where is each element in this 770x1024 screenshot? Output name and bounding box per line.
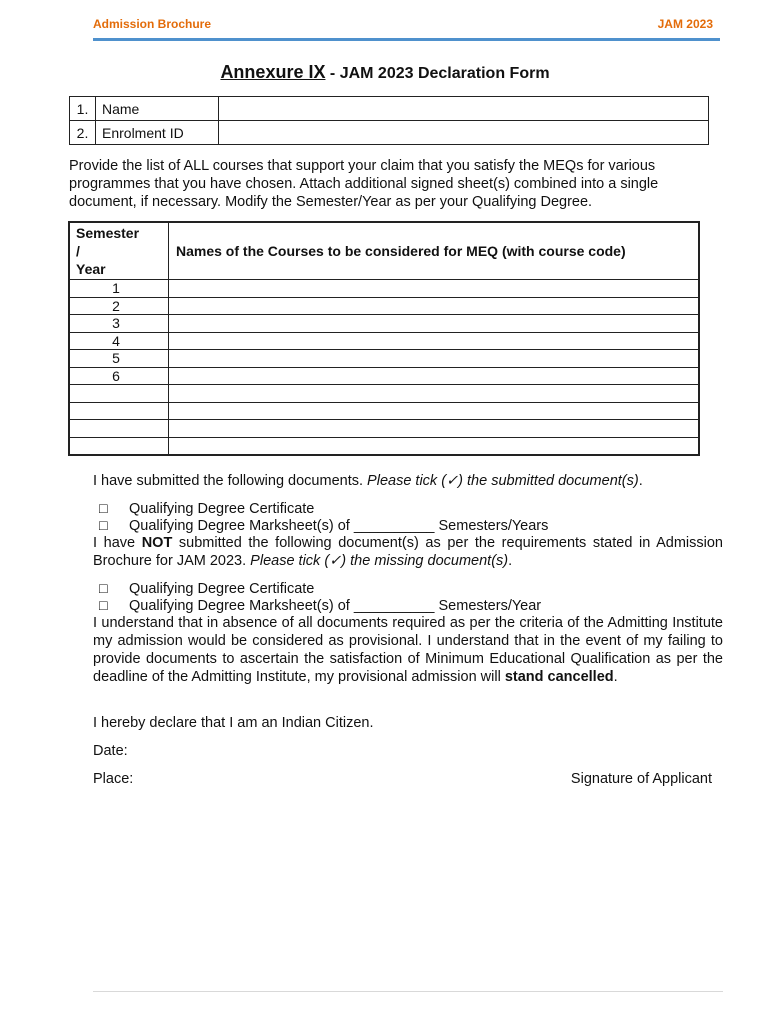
course-cell[interactable]: [169, 437, 700, 455]
course-cell[interactable]: [169, 315, 700, 333]
checkbox-icon[interactable]: □: [99, 581, 108, 597]
table-header-row: [69, 222, 699, 280]
name-field[interactable]: [219, 97, 709, 121]
place-label: Place:: [93, 771, 134, 787]
meq-courses-table: [68, 221, 700, 456]
not-submitted-statement: [93, 534, 723, 570]
course-cell[interactable]: [169, 367, 700, 385]
submitted-instruction: Please tick (✓) the submitted document(s): [367, 473, 639, 489]
identity-table: [69, 96, 709, 145]
table-row: [69, 350, 699, 368]
semester-cell[interactable]: [69, 402, 169, 420]
checkbox-icon[interactable]: □: [99, 501, 108, 517]
course-cell[interactable]: [169, 350, 700, 368]
semester-cell: 2: [69, 297, 169, 315]
checkbox-label: Qualifying Degree Marksheet(s) of __________ Semesters/Year: [129, 598, 542, 614]
header-rule: [93, 38, 720, 41]
understand-end: .: [613, 669, 618, 685]
table-row: [69, 332, 699, 350]
checkbox-icon[interactable]: □: [99, 598, 108, 614]
header-right-text: JAM 2023: [657, 17, 713, 31]
semester-year-header: [69, 222, 169, 280]
checkbox-icon[interactable]: □: [99, 518, 108, 534]
footer-rule: [93, 991, 723, 992]
semester-cell[interactable]: [69, 385, 169, 403]
table-row: [70, 97, 709, 121]
checkbox-item[interactable]: [99, 518, 548, 535]
not-emphasis: NOT: [141, 535, 173, 551]
not-submitted-instruction: Please tick (✓) the missing document(s): [250, 553, 509, 569]
submitted-statement: [93, 472, 723, 490]
course-cell[interactable]: [169, 420, 700, 438]
title-dash: -: [325, 65, 340, 82]
enrolment-id-field[interactable]: [219, 121, 709, 145]
course-cell[interactable]: [169, 385, 700, 403]
enrolment-id-label: Enrolment ID: [96, 121, 219, 145]
checkbox-item[interactable]: [99, 501, 314, 518]
course-cell[interactable]: [169, 297, 700, 315]
table-row: [69, 385, 699, 403]
submitted-lead: I have submitted the following documents.: [93, 473, 368, 489]
not-submitted-end: .: [508, 553, 513, 569]
table-row: [70, 121, 709, 145]
semester-cell: 6: [69, 367, 169, 385]
checkbox-label: Qualifying Degree Certificate: [129, 501, 315, 517]
semester-cell[interactable]: [69, 420, 169, 438]
table-row: [69, 315, 699, 333]
semester-cell: 3: [69, 315, 169, 333]
checkbox-item[interactable]: [99, 598, 541, 615]
course-cell[interactable]: [169, 280, 700, 298]
date-label: Date:: [93, 743, 128, 759]
page-header: [93, 14, 720, 38]
title-rest: JAM 2023 Declaration Form: [339, 65, 550, 82]
not-submitted-middle: submitted the following document(s) as per the requirements stated in Admission Brochure for JAM 2023.: [93, 535, 723, 569]
title-annexure: Annexure IX: [220, 62, 326, 82]
semester-cell: 5: [69, 350, 169, 368]
course-cell[interactable]: [169, 402, 700, 420]
header-line: Year: [76, 261, 106, 277]
header-line: /: [76, 243, 80, 259]
table-row: [69, 420, 699, 438]
row-number: 1.: [70, 97, 96, 121]
course-names-header: Names of the Courses to be considered for MEQ (with course code): [169, 222, 700, 280]
stand-cancelled-emphasis: stand cancelled: [504, 669, 614, 685]
not-submitted-lead: I have: [93, 535, 142, 551]
page-title: [0, 62, 770, 83]
citizen-declaration: I hereby declare that I am an Indian Citizen.: [93, 715, 374, 731]
table-row: [69, 402, 699, 420]
header-line: Semester: [76, 225, 140, 241]
table-row: [69, 367, 699, 385]
understand-text: I understand that in absence of all documents required as per the criteria of the Admitting Institute my admission would be considered as provisional. I understand that in the event of my failing to provide documents to ascertain the satisfaction of Minimum Educational Qualification as per the deadline of the Admitting Institute, my provisional admission will: [93, 615, 723, 685]
table-row: [69, 437, 699, 455]
checkbox-label: Qualifying Degree Marksheet(s) of __________ Semesters/Years: [129, 518, 549, 534]
table-row: [69, 280, 699, 298]
semester-cell: 1: [69, 280, 169, 298]
table-row: [69, 297, 699, 315]
intro-paragraph: Provide the list of ALL courses that support your claim that you satisfy the MEQs for various programmes that you have chosen. Attach additional signed sheet(s) combined into a single document, if necessary. Modify the Semester/Year as per your Qualifying Degree.: [69, 158, 659, 210]
course-cell[interactable]: [169, 332, 700, 350]
name-label: Name: [96, 97, 219, 121]
header-left-text: Admission Brochure: [93, 17, 212, 31]
row-number: 2.: [70, 121, 96, 145]
signature-label: Signature of Applicant: [570, 771, 712, 787]
semester-cell: 4: [69, 332, 169, 350]
understand-paragraph: [93, 614, 723, 686]
checkbox-item[interactable]: [99, 581, 314, 598]
checkbox-label: Qualifying Degree Certificate: [129, 581, 315, 597]
semester-cell[interactable]: [69, 437, 169, 455]
submitted-end: .: [638, 473, 643, 489]
